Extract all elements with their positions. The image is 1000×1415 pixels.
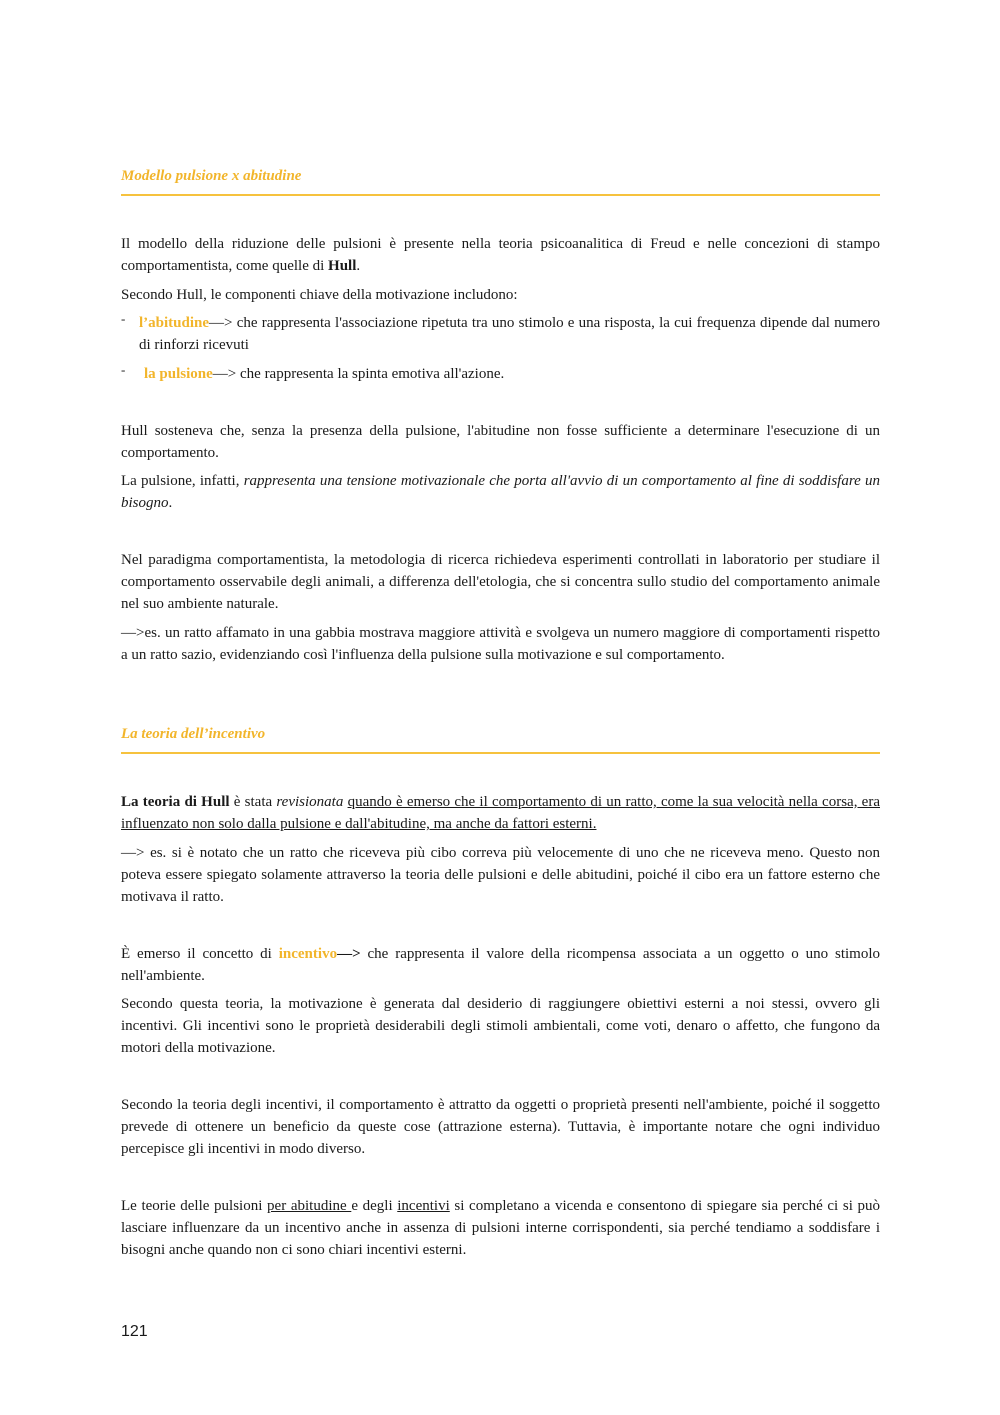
- paragraph-text: e degli: [351, 1198, 398, 1214]
- section-heading-incentivo: La teoria dell’incentivo: [121, 726, 266, 742]
- paragraph-text: Il modello della riduzione delle pulsioni è presente nella teoria psicoanalitica di Freud e nelle concezioni di stampo comportamentista, come quelle di: [121, 236, 880, 274]
- term-abitudine: l’abitudine: [139, 315, 210, 331]
- paragraph-conclusione: [121, 1195, 880, 1261]
- term-pulsione: la pulsione: [144, 366, 213, 382]
- paragraph-teoria-incentivi: Secondo la teoria degli incentivi, il comportamento è attratto da oggetti o proprietà presenti nell'ambiente, poiché il soggetto prevede di ottenere un beneficio da queste cose (attrazione esterna). Tuttavia, è importante notare che ogni individuo percepisce gli incentivi in modo diverso.: [121, 1097, 880, 1157]
- arrow-glyph: —>: [209, 315, 233, 331]
- arrow-glyph: —>: [212, 366, 237, 382]
- bold-teoria-hull: La teoria di Hull: [121, 794, 230, 810]
- paragraph-esempio-cibo: —> es. si è notato che un ratto che riceveva più cibo correva più velocemente di uno che ne riceveva meno. Questo non poteva essere spiegato solamente attraverso la teoria delle pulsioni e delle abitudini, poiché il cibo era un fattore esterno che motivava il ratto.: [121, 845, 880, 905]
- hull-bold: Hull: [328, 258, 357, 274]
- list-item-text: che rappresenta la spinta emotiva all'azione.: [236, 366, 505, 382]
- paragraph-text: È emerso il concetto di: [121, 946, 279, 962]
- italic-definition: rappresenta una tensione motivazionale che porta all'avvio di un comportamento al fine di soddisfare un bisogno: [121, 473, 880, 511]
- list-dash: -: [121, 362, 126, 377]
- paragraph-pulsione-definizione: [121, 470, 880, 514]
- paragraph-text: La pulsione, infatti,: [121, 473, 244, 489]
- page-number: 121: [121, 1323, 148, 1340]
- paragraph-text: .: [356, 258, 361, 274]
- paragraph-text: è stata: [229, 794, 277, 810]
- paragraph-paradigma: Nel paradigma comportamentista, la metodologia di ricerca richiedeva esperimenti controllati in laboratorio per studiare il comportamento osservabile degli animali, a differenza dell'etologia, che si concentra sullo studio del comportamento animale nel suo ambiente naturale.: [121, 552, 880, 612]
- arrow-glyph: —>: [337, 946, 361, 962]
- paragraph-text: si completano a vicenda e consentono di spiegare sia perché ci si può lasciare influenzare da un incentivo anche in assenza di pulsioni interne corrispondenti, sia perché tendiamo a soddisfare i bisogni anche quando non ci sono chiari incentivi esterni.: [121, 1198, 881, 1258]
- list-item-body: [144, 363, 885, 385]
- list-item-text: che rappresenta l'associazione ripetuta tra uno stimolo e una risposta, la cui frequenza dipende dal numero di rinforzi ricevuti: [139, 315, 880, 353]
- underlined-text: quando è emerso che il comportamento di un ratto, come la sua velocità nella corsa, era influenzato non solo dalla pulsione e dall'abitudine, ma anche da fattori esterni.: [121, 794, 880, 832]
- document-page: [121, 0, 880, 1415]
- list-dash: -: [121, 311, 126, 326]
- term-incentivo: incentivo: [278, 946, 338, 962]
- section-divider: [121, 752, 880, 754]
- italic-revisionata: revisionata: [276, 794, 344, 810]
- paragraph-text: che rappresenta il valore della ricompensa associata a un oggetto o uno stimolo nell'ambiente.: [121, 946, 881, 984]
- paragraph-text: .: [168, 495, 173, 511]
- section-heading-modello: Modello pulsione x abitudine: [121, 168, 302, 184]
- paragraph-freud-hull: [121, 233, 880, 277]
- paragraph-concetto-incentivo: [121, 943, 880, 987]
- paragraph-esempio-ratto: —>es. un ratto affamato in una gabbia mostrava maggiore attività e svolgeva un numero maggiore di comportamenti rispetto a un ratto sazio, evidenziando così l'influenza della pulsione sulla motivazione e sul comportamento.: [121, 625, 880, 663]
- paragraph-components-intro: Secondo Hull, le componenti chiave della motivazione includono:: [121, 287, 518, 303]
- underlined-per-abitudine: per abitudine: [267, 1198, 352, 1214]
- paragraph-teoria-hull-revisionata: [121, 791, 880, 835]
- paragraph-text: Le teorie delle pulsioni: [121, 1198, 268, 1214]
- paragraph-hull-sosteneva: Hull sosteneva che, senza la presenza della pulsione, l'abitudine non fosse sufficiente a determinare l'esecuzione di un comportamento.: [121, 423, 880, 461]
- list-item-body: [139, 312, 880, 356]
- section-divider: [121, 194, 880, 196]
- underlined-incentivi: incentivi: [397, 1198, 450, 1214]
- paragraph-motivazione-obiettivi: Secondo questa teoria, la motivazione è generata dal desiderio di raggiungere obiettivi esterni a noi stessi, ovvero gli incentivi. Gli incentivi sono le proprietà desiderabili degli stimoli ambientali, come voti, denaro o affetto, che fungono da motori della motivazione.: [121, 996, 880, 1056]
